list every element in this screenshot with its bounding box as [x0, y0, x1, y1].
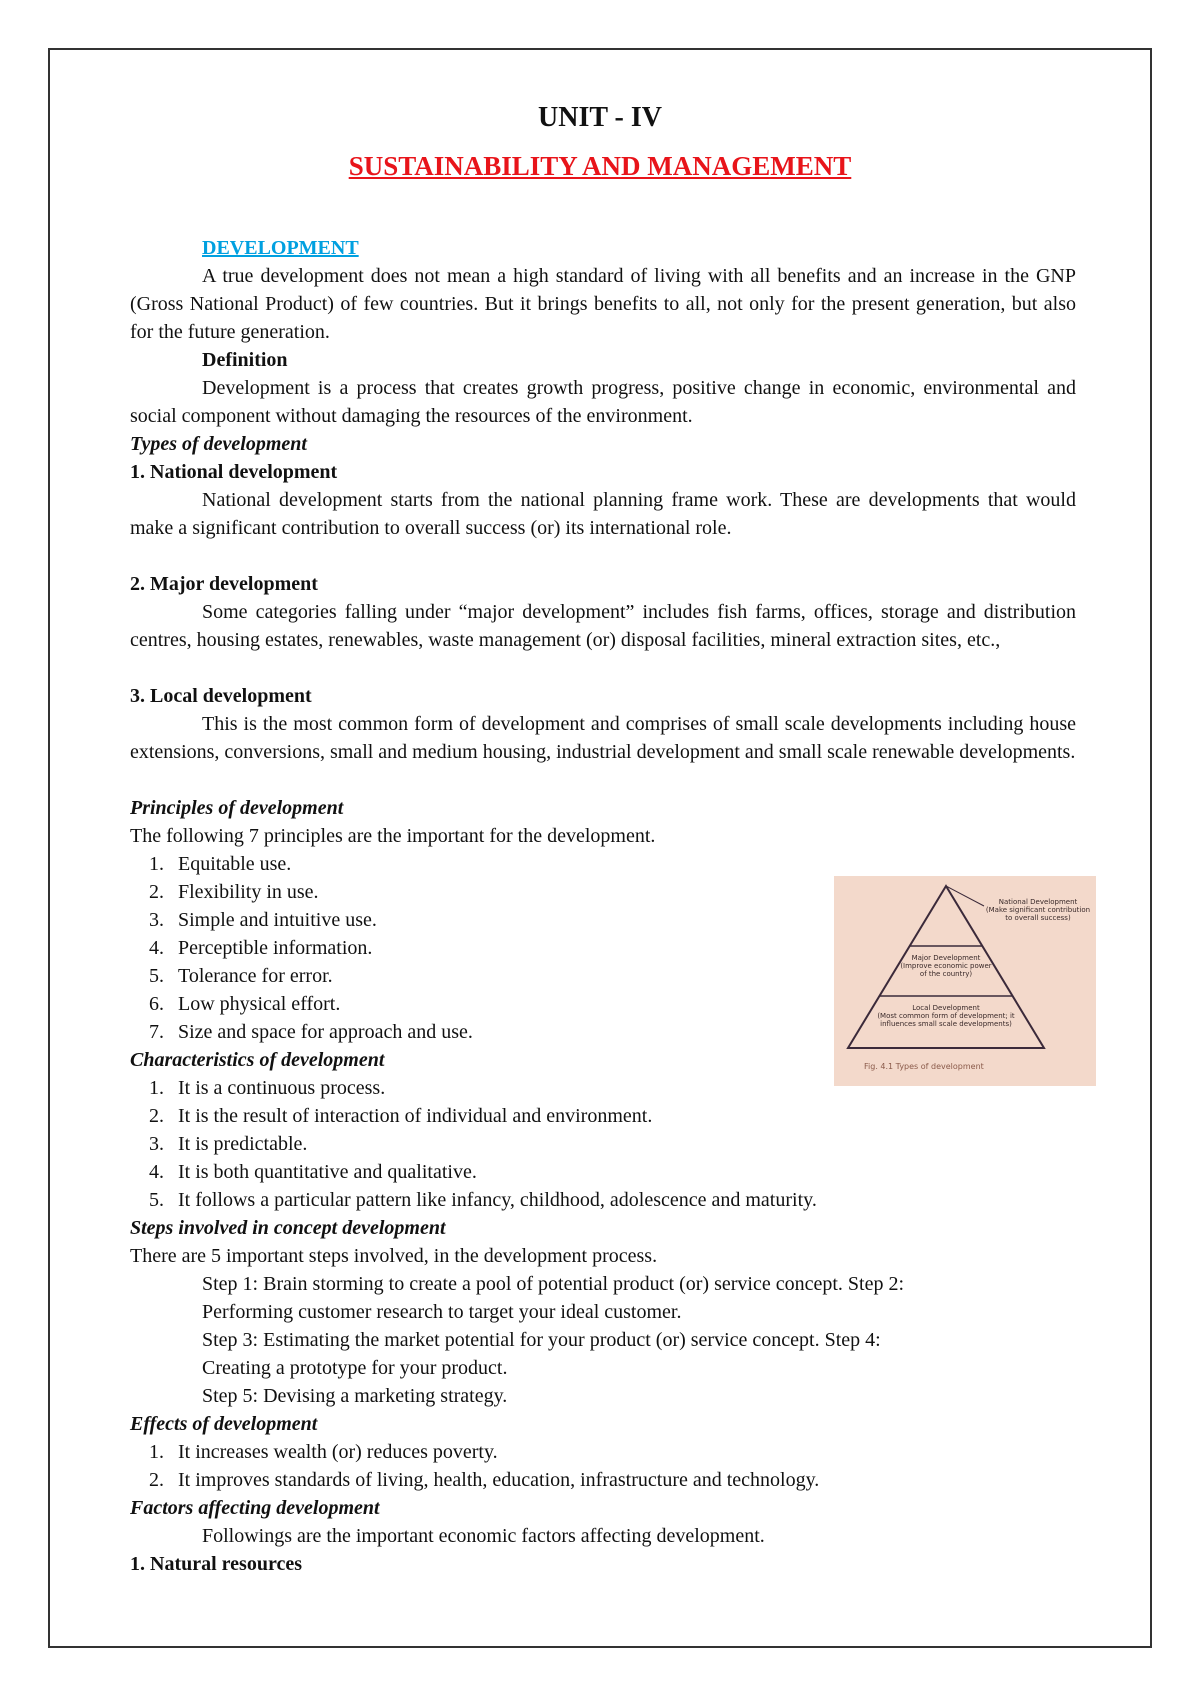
list-item-text: It is both quantitative and qualitative. [178, 1161, 477, 1183]
principles-heading: Principles of development [130, 797, 344, 819]
unit-heading: UNIT - IV [538, 102, 662, 133]
list-item-text: It increases wealth (or) reduces poverty. [178, 1441, 498, 1463]
list-item: 1. It increases wealth (or) reduces poverty. [149, 1441, 498, 1463]
factors-intro: Followings are the important economic factors affecting development. [202, 1525, 765, 1547]
definition-paragraph [130, 374, 1076, 430]
definition-label: Definition [202, 349, 288, 371]
types-heading: Types of development [130, 433, 307, 455]
list-item-text: It is predictable. [178, 1133, 308, 1155]
list-item-text: Simple and intuitive use. [178, 909, 377, 931]
development-intro-text: A true development does not mean a high standard of living with all benefits and an increase in the GNP (Gross National Product) of few countries. But it brings benefits to all, not only for the present generation, but also for the future generation. [130, 265, 1076, 343]
list-item: 4. It is both quantitative and qualitative. [149, 1161, 477, 1183]
list-item: 3. It is predictable. [149, 1133, 308, 1155]
list-item: 7. Size and space for approach and use. [149, 1021, 473, 1043]
list-item: 1. Equitable use. [149, 853, 292, 875]
list-item-text: Perceptible information. [178, 937, 373, 959]
type-title: 3. Local development [130, 685, 312, 707]
list-item: 6. Low physical effort. [149, 993, 341, 1015]
list-item-text: It is the result of interaction of individual and environment. [178, 1105, 653, 1127]
steps-heading: Steps involved in concept development [130, 1217, 446, 1239]
list-item-text: Size and space for approach and use. [178, 1021, 473, 1043]
list-item-text: It improves standards of living, health, education, infrastructure and technology. [178, 1469, 820, 1491]
development-intro [130, 262, 1076, 346]
effects-heading: Effects of development [130, 1413, 318, 1435]
step-line: Performing customer research to target your ideal customer. [202, 1301, 682, 1323]
step-line: Creating a prototype for your product. [202, 1357, 508, 1379]
type-title: 2. Major development [130, 573, 318, 595]
list-item-text: Low physical effort. [178, 993, 341, 1015]
list-item: 1. It is a continuous process. [149, 1077, 386, 1099]
list-item-text: It is a continuous process. [178, 1077, 386, 1099]
type-text: National development starts from the national planning frame work. These are developments that would make a significant contribution to overall success (or) its international role. [130, 489, 1076, 539]
factors-heading: Factors affecting development [130, 1497, 380, 1519]
list-item: 5. Tolerance for error. [149, 965, 333, 987]
steps-intro: There are 5 important steps involved, in the development process. [130, 1245, 658, 1267]
type-paragraph [130, 598, 1076, 654]
principles-intro: The following 7 principles are the important for the development. [130, 825, 656, 847]
type-paragraph [130, 710, 1076, 766]
list-item-text: Tolerance for error. [178, 965, 333, 987]
figure-label-national: National Development (Make significant contribution to overall success) [985, 898, 1091, 922]
development-pyramid-figure [834, 876, 1096, 1086]
step-line: Step 1: Brain storming to create a pool of potential product (or) service concept. Step 2: [202, 1273, 905, 1295]
type-text: Some categories falling under “major development” includes fish farms, offices, storage and distribution centres, housing estates, renewables, waste management (or) disposal facilities, mineral extraction sites, etc., [130, 601, 1076, 651]
list-item-text: Equitable use. [178, 853, 292, 875]
characteristics-heading: Characteristics of development [130, 1049, 385, 1071]
list-item: 2. It is the result of interaction of individual and environment. [149, 1105, 653, 1127]
figure-caption: Fig. 4.1 Types of development [864, 1062, 984, 1071]
figure-label-local: Local Development (Most common form of development; it influences small scale developments) [877, 1004, 1015, 1028]
type-text: This is the most common form of development and comprises of small scale developments including house extensions, conversions, small and medium housing, industrial development and small scale renewable developments. [130, 713, 1076, 763]
list-item-text: It follows a particular pattern like infancy, childhood, adolescence and maturity. [178, 1189, 817, 1211]
type-title: 1. National development [130, 461, 338, 483]
step-line: Step 3: Estimating the market potential for your product (or) service concept. Step 4: [202, 1329, 881, 1351]
list-item: 3. Simple and intuitive use. [149, 909, 377, 931]
definition-text: Development is a process that creates growth progress, positive change in economic, environmental and social component without damaging the resources of the environment. [130, 377, 1076, 427]
list-item: 4. Perceptible information. [149, 937, 373, 959]
factor-title: 1. Natural resources [130, 1553, 303, 1575]
list-item: 2. Flexibility in use. [149, 881, 319, 903]
figure-label-major: Major Development (Improve economic power of the country) [900, 954, 992, 978]
list-item: 2. It improves standards of living, health, education, infrastructure and technology. [149, 1469, 820, 1491]
page-title: SUSTAINABILITY AND MANAGEMENT [348, 151, 852, 181]
type-paragraph [130, 486, 1076, 542]
section-heading-development: DEVELOPMENT [202, 237, 359, 259]
list-item-text: Flexibility in use. [178, 881, 319, 903]
step-line: Step 5: Devising a marketing strategy. [202, 1385, 508, 1407]
list-item: 5. It follows a particular pattern like infancy, childhood, adolescence and maturity. [149, 1189, 817, 1211]
